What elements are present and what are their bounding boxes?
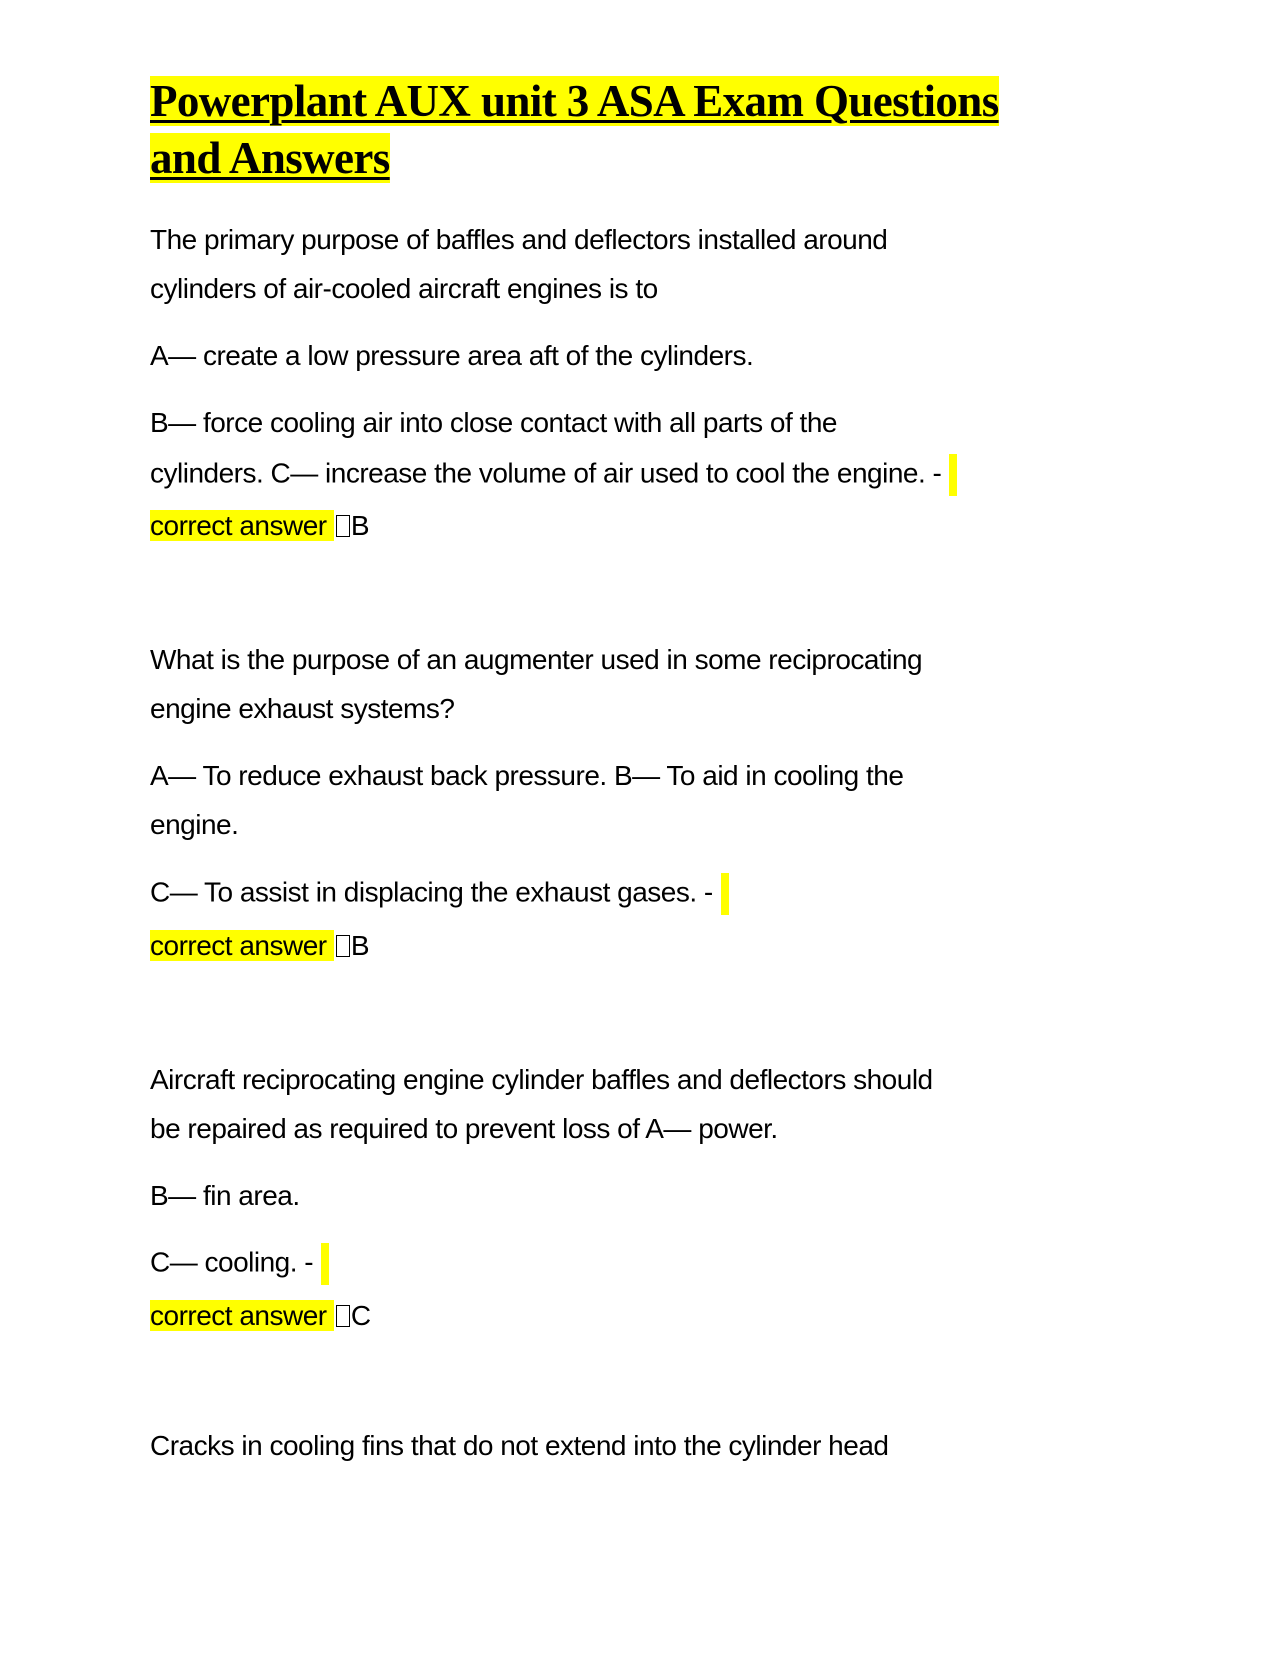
question-1-text-line-2: cylinders of air-cooled aircraft engines is to	[150, 273, 658, 304]
question-2-option-c: C— To assist in displacing the exhaust gases. -	[150, 876, 713, 908]
title-line-2: and Answers	[150, 133, 390, 183]
answer-label: correct answer	[150, 1300, 334, 1331]
answer-value: B	[350, 930, 370, 961]
question-2-text-line-1: What is the purpose of an augmenter used in some reciprocating	[150, 644, 923, 675]
question-1-option-b: B— force cooling air into close contact with all parts of the	[150, 407, 837, 438]
answer-label: correct answer	[150, 930, 334, 961]
document-title	[150, 73, 1140, 187]
question-3-option-c: C— cooling. -	[150, 1246, 314, 1278]
highlight-marker	[721, 873, 729, 915]
question-3-option-b: B— fin area.	[150, 1180, 300, 1211]
question-2-option-c-line	[150, 873, 729, 915]
missing-glyph-icon	[336, 935, 350, 957]
question-2-answer	[150, 928, 369, 964]
question-2-option-b-cont: engine.	[150, 809, 239, 840]
question-1-answer	[150, 508, 369, 544]
question-4-text-line-1: Cracks in cooling fins that do not extend into the cylinder head	[150, 1430, 889, 1461]
answer-label: correct answer	[150, 510, 334, 541]
question-2-option-a-b: A— To reduce exhaust back pressure. B— To aid in cooling the	[150, 760, 904, 791]
highlight-marker	[949, 454, 957, 496]
missing-glyph-icon	[336, 1305, 350, 1327]
question-2-text-line-2: engine exhaust systems?	[150, 693, 455, 724]
answer-value: C	[350, 1300, 371, 1331]
question-3-text-line-2: be repaired as required to prevent loss of A— power.	[150, 1113, 778, 1144]
question-3-answer	[150, 1298, 371, 1334]
question-1-text-line-1: The primary purpose of baffles and deflectors installed around	[150, 224, 888, 255]
highlight-marker	[321, 1243, 329, 1285]
missing-glyph-icon	[336, 515, 350, 537]
question-1-option-c: cylinders. C— increase the volume of air used to cool the engine. -	[150, 457, 942, 489]
question-1-option-a: A— create a low pressure area aft of the cylinders.	[150, 340, 754, 371]
question-1-option-b-c-line	[150, 454, 957, 496]
question-3-text-line-1: Aircraft reciprocating engine cylinder baffles and deflectors should	[150, 1064, 933, 1095]
question-3-option-c-line	[150, 1243, 329, 1285]
title-line-1: Powerplant AUX unit 3 ASA Exam Questions	[150, 76, 999, 126]
answer-value: B	[350, 510, 370, 541]
